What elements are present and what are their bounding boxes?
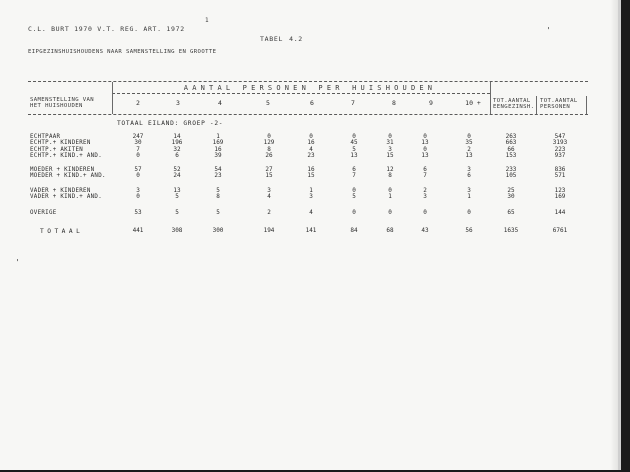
total-cell: 300: [212, 227, 224, 234]
table-cell: 14: [173, 133, 181, 140]
table-number: [260, 35, 303, 43]
table-cell: 15: [386, 151, 394, 159]
total-persons-header-line2: PERSONEN: [540, 104, 571, 111]
table-cell: 0: [388, 133, 392, 140]
total-persons-header: [540, 98, 578, 111]
table-cell: 3193: [552, 139, 568, 147]
table-cell: 0: [423, 145, 427, 153]
column-header-7: 8: [392, 99, 396, 107]
table-cell: 13: [465, 151, 473, 159]
table-cell: 31: [386, 139, 394, 147]
table-cell: 5: [175, 209, 179, 216]
table-cell: 32: [173, 145, 181, 153]
row-label: ECHTP.+ KIND.+ AND.: [30, 152, 103, 159]
table-cell: 66: [507, 145, 515, 153]
total-cell: 441: [132, 227, 144, 234]
table-cell: 16: [307, 139, 315, 147]
total-persons-header-line1: TOT.AANTAL: [540, 98, 578, 104]
stub-header-line2: HET HUISHOUDEN: [30, 103, 83, 110]
table-cell: 169: [212, 139, 224, 147]
total-households-header-line1: TOT.AANTAL: [493, 98, 531, 104]
stub-divider: [112, 82, 113, 114]
tabel-label: TABEL: [260, 35, 284, 43]
total-cell: 56: [465, 227, 473, 234]
table-cell: 3: [309, 193, 313, 201]
stub-header: [30, 97, 94, 110]
total-cell: 1635: [503, 227, 519, 234]
banner-rule: [112, 93, 490, 94]
table-cell: 223: [554, 145, 566, 153]
stub-header-line1: SAMENSTELLING VAN: [30, 97, 95, 103]
table-cell: 26: [265, 151, 273, 159]
table-cell: 6: [467, 172, 471, 180]
table-cell: 123: [554, 187, 566, 194]
column-header-2: 3: [176, 99, 180, 107]
table-cell: 12: [386, 166, 394, 173]
table-cell: 5: [352, 193, 356, 201]
table-cell: 196: [171, 139, 183, 147]
table-cell: 15: [307, 172, 315, 180]
table-cell: 0: [309, 133, 313, 140]
header-bottom-rule: [28, 114, 588, 115]
table-cell: 3: [467, 166, 471, 173]
table-cell: 6: [352, 166, 356, 173]
row-label: ECHTP.+ AKITEN: [30, 146, 84, 153]
table-cell: 35: [465, 139, 473, 147]
table-cell: 1: [467, 193, 471, 201]
table-cell: 3: [388, 145, 392, 153]
column-header-4: 5: [266, 99, 270, 107]
total-row-label: TOTAAL: [40, 228, 84, 235]
table-cell: 24: [173, 172, 181, 180]
table-cell: 1: [309, 187, 313, 194]
table-cell: 8: [267, 145, 271, 153]
column-header-5: 6: [310, 99, 314, 107]
table-cell: 4: [267, 193, 271, 201]
table-cell: 233: [505, 166, 517, 173]
table-cell: 0: [136, 193, 140, 201]
table-cell: 23: [214, 172, 222, 180]
total-cell: 308: [171, 227, 183, 234]
table-cell: 169: [554, 193, 566, 201]
table-cell: 5: [175, 193, 179, 201]
table-cell: 0: [136, 151, 140, 159]
table-cell: 13: [421, 139, 429, 147]
table-cell: 0: [352, 133, 356, 140]
table-cell: 52: [173, 166, 181, 173]
group-title: TOTAAL EILAND: GROEP -2-: [117, 120, 224, 127]
table-cell: 13: [421, 151, 429, 159]
table-cell: 571: [554, 172, 566, 180]
column-header-3: 4: [218, 99, 222, 107]
table-cell: 547: [554, 133, 566, 140]
table-cell: 3: [423, 193, 427, 201]
total-households-header-line2: EENGEZINSH.: [493, 104, 535, 111]
table-cell: 7: [423, 172, 427, 180]
table-cell: 3: [136, 187, 140, 194]
right-margin-mark: ': [546, 26, 552, 35]
table-cell: 129: [263, 139, 275, 147]
total-households-header: [493, 98, 534, 111]
table-cell: 0: [388, 187, 392, 194]
table-cell: 3: [267, 187, 271, 194]
table-cell: 263: [505, 133, 517, 140]
table-cell: 6: [423, 166, 427, 173]
table-cell: 0: [467, 209, 471, 216]
row-label: ECHTPAAR: [30, 134, 61, 140]
tabel-number: 4.2: [289, 35, 303, 43]
table-cell: 7: [352, 172, 356, 180]
table-cell: 53: [134, 209, 142, 216]
table-cell: 0: [423, 209, 427, 216]
row-label: ECHTP.+ KINDEREN: [30, 140, 91, 147]
table-cell: 16: [214, 145, 222, 153]
column-header-9: 10 +: [465, 99, 481, 107]
table-cell: 247: [132, 133, 144, 140]
table-cell: 54: [214, 166, 222, 173]
row-label: VADER + KINDEREN: [30, 188, 91, 194]
table-cell: 30: [134, 139, 142, 147]
table-cell: 25: [507, 187, 515, 194]
table-cell: 153: [505, 151, 517, 159]
table-right-edge: [586, 96, 587, 114]
table-cell: 0: [467, 133, 471, 140]
total-cell: 6761: [552, 227, 568, 234]
table-banner: AANTAL PERSONEN PER HUISHOUDEN: [183, 84, 437, 92]
table-cell: 57: [134, 166, 142, 173]
total-cell: 194: [263, 227, 275, 234]
table-cell: 0: [136, 172, 140, 180]
table-cell: 2: [423, 187, 427, 194]
table-cell: 0: [388, 209, 392, 216]
table-cell: 13: [350, 151, 358, 159]
table-cell: 0: [423, 133, 427, 140]
totals-divider: [490, 82, 491, 114]
table-cell: 8: [216, 193, 220, 201]
document-source-line: C.L. BURT 1970 V.T. REG. ART. 1972: [28, 25, 185, 33]
total-cell: 141: [305, 227, 317, 234]
left-margin-mark: ': [15, 258, 21, 267]
table-cell: 65: [507, 209, 515, 216]
table-cell: 3: [467, 187, 471, 194]
table-cell: 13: [173, 187, 181, 194]
table-cell: 2: [267, 209, 271, 216]
table-cell: 836: [554, 166, 566, 173]
table-subtitle: EIPGEZINSHUISHOUDENS NAAR SAMENSTELLING EN GROOTTE: [28, 49, 217, 55]
table-cell: 39: [214, 151, 222, 159]
table-cell: 0: [352, 187, 356, 194]
table-cell: 1: [388, 193, 392, 201]
table-cell: 5: [352, 145, 356, 153]
table-cell: 15: [265, 172, 273, 180]
column-header-8: 9: [429, 99, 433, 107]
table-cell: 4: [309, 145, 313, 153]
table-cell: 5: [216, 187, 220, 194]
table-cell: 16: [307, 166, 315, 173]
table-cell: 1: [216, 133, 220, 140]
table-cell: 8: [388, 172, 392, 180]
table-cell: 144: [554, 209, 566, 216]
column-header-6: 7: [351, 99, 355, 107]
table-cell: 45: [350, 139, 358, 147]
totals-inner-divider: [536, 96, 537, 114]
table-cell: 30: [507, 193, 515, 201]
total-cell: 84: [350, 227, 358, 234]
table-cell: 0: [267, 133, 271, 140]
column-header-1: 2: [136, 99, 140, 107]
table-cell: 27: [265, 166, 273, 173]
total-cell: 68: [386, 227, 394, 234]
row-label: OVERIGE: [30, 210, 57, 216]
table-cell: 23: [307, 151, 315, 159]
row-label: MOEDER + KIND.+ AND.: [30, 173, 106, 180]
table-cell: 4: [309, 209, 313, 216]
row-label: MOEDER + KINDEREN: [30, 167, 95, 173]
table-cell: 0: [352, 209, 356, 216]
corner-mark: 1: [205, 17, 210, 24]
table-cell: 5: [216, 209, 220, 216]
table-cell: 6: [175, 151, 179, 159]
table-cell: 105: [505, 172, 517, 180]
table-cell: 663: [505, 139, 517, 147]
table-cell: 937: [554, 151, 566, 159]
table-cell: 2: [467, 145, 471, 153]
total-cell: 43: [421, 227, 429, 234]
row-label: VADER + KIND.+ AND.: [30, 194, 103, 201]
table-cell: 7: [136, 145, 140, 153]
